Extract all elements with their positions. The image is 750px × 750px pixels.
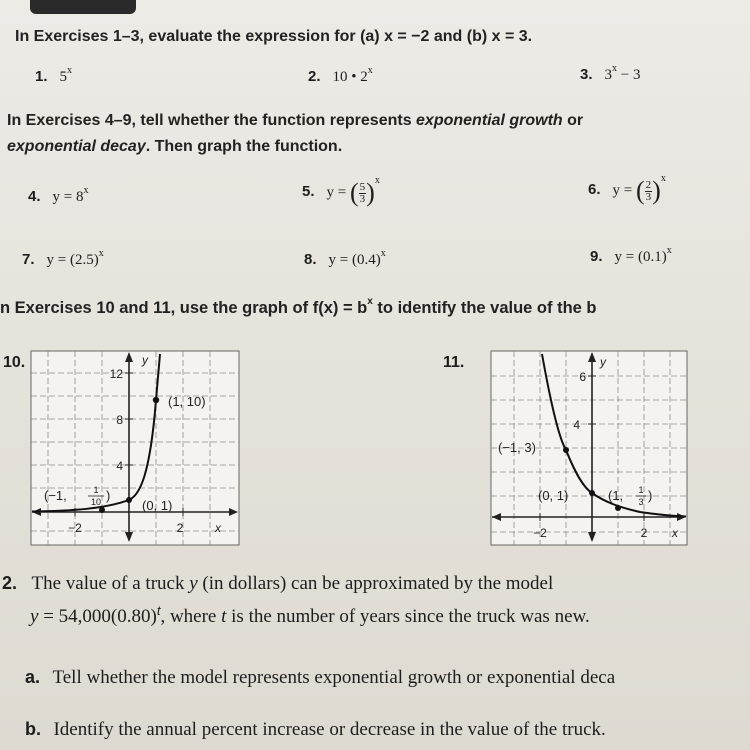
graph-10-tick-neg2: −2 — [68, 521, 82, 535]
graph-10 — [30, 350, 240, 546]
instruction-4-9-or: or — [562, 112, 584, 129]
graph-10-label-neg1-prefix: (−1, — [44, 488, 67, 503]
graph-10-tick-12: 12 — [109, 367, 123, 381]
exercise-6-number: 6. — [588, 181, 601, 199]
exercise-5-number: 5. — [302, 183, 315, 201]
graph-11-tick-neg2: −2 — [533, 526, 547, 540]
exercise-2 — [308, 65, 373, 86]
graph-10-label-1-10: (1, 10) — [168, 394, 206, 409]
exercise-12-line1-var: y — [189, 573, 198, 594]
graph-10-tick-2: 2 — [176, 521, 184, 535]
exercise-3-exponent: x — [612, 63, 618, 74]
graph-11-point-1-third — [615, 505, 621, 511]
exercise-12-line2-exponent: t — [156, 603, 161, 618]
exercise-12-part-b — [25, 719, 606, 741]
exercise-12-line2 — [30, 603, 590, 628]
exercise-10-number — [3, 354, 25, 372]
exercise-3-number: 3. — [580, 66, 593, 83]
exercise-12-number: 2. — [2, 573, 18, 593]
instruction-4-9-suffix: . Then graph the function. — [145, 138, 343, 155]
exercise-2-exponent: x — [367, 65, 373, 76]
exercise-8-number: 8. — [304, 251, 317, 268]
exercise-6-numerator: 2 — [645, 178, 652, 191]
exercise-5-close-paren: ) — [366, 178, 375, 207]
instruction-4-9-line1 — [7, 112, 583, 130]
exercise-7-exponent: x — [98, 248, 104, 259]
graph-10-label-0-1: (0, 1) — [142, 498, 173, 513]
exercise-3-rest: − 3 — [617, 67, 641, 83]
exercise-9-number: 9. — [590, 248, 603, 265]
graph-10-tick-8: 8 — [116, 413, 123, 427]
exercise-5-exponent: x — [374, 175, 380, 186]
exercise-12-line2-suffix: is the number of years since the truck was new. — [226, 606, 590, 627]
graph-11-tick-4: 4 — [573, 418, 580, 432]
exercise-1 — [35, 65, 73, 86]
exercise-7-expr: y = (2.5) — [46, 252, 99, 268]
graph-11-svg — [490, 350, 688, 546]
exercise-6-lhs: y = — [612, 182, 633, 199]
exercise-1-exponent: x — [67, 65, 73, 76]
exercise-7-number: 7. — [22, 251, 35, 268]
exercise-6 — [588, 173, 666, 206]
graph-11-point-0-1 — [589, 490, 595, 496]
graph-10-tick-4: 4 — [116, 459, 123, 473]
exercise-10-number-text: 10. — [3, 354, 26, 371]
exercise-11-number — [443, 354, 464, 372]
exercise-9 — [590, 245, 672, 266]
exercise-12-line2-eq: = 54,000(0.80) — [38, 606, 157, 627]
exercise-6-close-paren: ) — [652, 176, 661, 205]
exercise-8-exponent: x — [380, 248, 386, 259]
graph-10-svg — [30, 350, 240, 546]
exercise-2-number: 2. — [308, 68, 321, 85]
exercise-5-open-paren: ( — [349, 178, 359, 207]
instruction-10-11-exponent: x — [367, 296, 373, 307]
instruction-1-3-text: In Exercises 1–3, evaluate the expression for (a) x = −2 and (b) x = 3. — [15, 28, 533, 45]
graph-11-label-1-third-num: 1 — [638, 485, 644, 495]
exercise-5-denominator: 3 — [359, 192, 366, 205]
graph-11-label-1-third-suffix: ) — [648, 488, 653, 503]
graph-10-point-neg1 — [99, 507, 105, 513]
exercise-11-number-text: 11. — [443, 354, 465, 371]
exercise-12-line1-prefix: The value of a truck — [31, 573, 190, 594]
exercise-8-expr: y = (0.4) — [328, 252, 381, 268]
instruction-10-11-suffix: to identify the value of the b — [372, 299, 597, 317]
exercise-3 — [580, 63, 641, 84]
exercise-6-denominator: 3 — [645, 190, 652, 203]
graph-10-x-label: x — [215, 521, 221, 535]
graph-11 — [490, 350, 688, 546]
exercise-12-line1 — [2, 573, 553, 595]
exercise-9-expr: y = (0.1) — [614, 249, 667, 265]
graph-11-tick-2: 2 — [640, 526, 648, 540]
exercise-4 — [28, 185, 89, 206]
exercise-12-line1-suffix: (in dollars) can be approximated by the model — [197, 573, 554, 594]
graph-11-label-neg1-3: (−1, 3) — [498, 440, 536, 455]
graph-10-y-label: y — [142, 353, 148, 367]
graph-10-frame — [31, 351, 239, 545]
graph-11-point-neg1-3 — [563, 447, 569, 453]
graph-11-y-label: y — [600, 355, 606, 369]
graph-11-x-label: x — [672, 526, 678, 540]
exercise-6-exponent: x — [660, 173, 666, 184]
exercise-5-lhs: y = — [326, 184, 347, 201]
exercise-3-base: 3 — [604, 67, 613, 83]
exercise-12-part-a-label: a. — [25, 667, 41, 687]
graph-11-label-1-third-prefix: (1, — [608, 488, 624, 503]
exercise-12-line2-t: t — [221, 606, 227, 627]
exercise-1-base: 5 — [59, 69, 68, 85]
exercise-12-part-b-label: b. — [25, 719, 41, 739]
graph-11-tick-6: 6 — [579, 370, 586, 384]
instruction-4-9-prefix: In Exercises 4–9, tell whether the function represents — [7, 112, 417, 129]
exercise-8 — [304, 248, 386, 269]
exercise-12-part-b-text: Identify the annual percent increase or decrease in the value of the truck. — [53, 719, 606, 740]
graph-11-label-0-1: (0, 1) — [538, 488, 569, 503]
exercise-1-number: 1. — [35, 68, 48, 85]
exercise-2-base: 10 • 2 — [332, 69, 368, 85]
graph-10-label-neg1-num: 1 — [93, 485, 99, 495]
graph-10-label-neg1-suffix: ) — [106, 488, 111, 503]
graph-10-point-0-1 — [126, 497, 132, 503]
exercise-4-expr: y = 8 — [52, 189, 84, 205]
graph-11-label-1-third-den: 3 — [638, 497, 644, 507]
instruction-4-9-line2 — [7, 138, 342, 156]
instruction-10-11-text: n Exercises 10 and 11, use the graph of f(x) = b — [0, 299, 368, 317]
exercise-12-line2-var: y — [30, 606, 39, 627]
exercise-7 — [22, 248, 104, 269]
instruction-4-9-growth: exponential growth — [416, 112, 563, 129]
exercise-12-part-a-text: Tell whether the model represents exponential growth or exponential deca — [52, 667, 616, 688]
exercise-6-open-paren: ( — [635, 176, 645, 205]
graph-10-point-1-10 — [153, 397, 159, 403]
graph-10-label-neg1-den: 10 — [90, 497, 102, 507]
instruction-10-11 — [0, 296, 597, 318]
exercise-5 — [302, 175, 380, 208]
top-tab-decoration — [30, 0, 136, 14]
instruction-1-3 — [15, 28, 532, 46]
exercise-12-line2-mid: , where — [160, 606, 222, 627]
exercise-12-part-a — [25, 667, 615, 689]
exercise-5-numerator: 5 — [359, 180, 366, 193]
exercise-9-exponent: x — [666, 245, 672, 256]
instruction-4-9-decay: exponential decay — [7, 138, 146, 155]
exercise-4-number: 4. — [28, 188, 41, 205]
exercise-4-exponent: x — [83, 185, 89, 196]
